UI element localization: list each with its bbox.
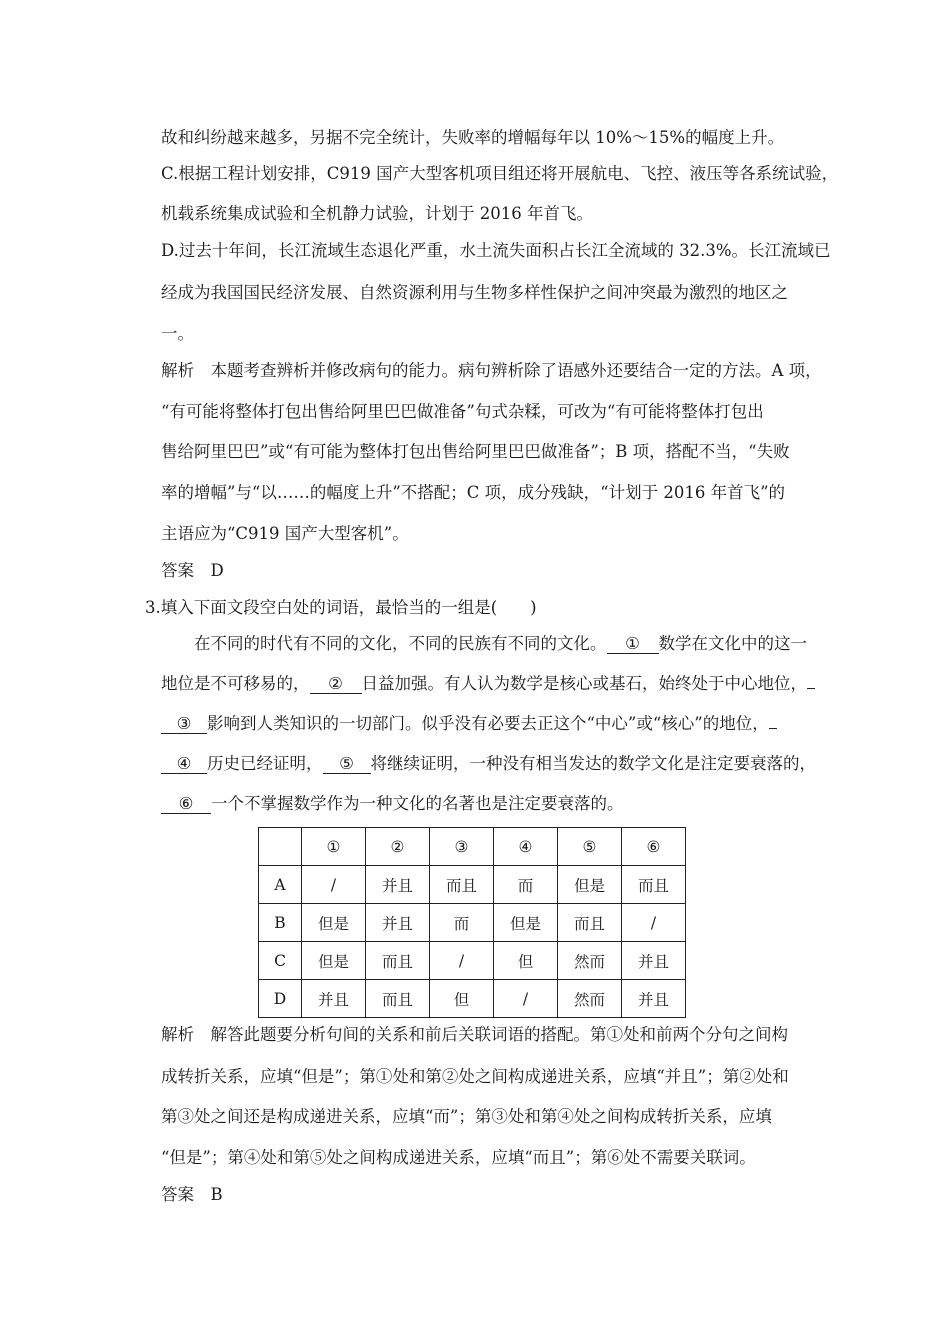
option-label-cell: B	[259, 904, 302, 942]
option-b-end: 故和纠纷越来越多，另据不完全统计，失败率的增幅每年以 10%～15%的幅度上升。	[161, 128, 785, 147]
blank-4: ④	[161, 755, 207, 774]
table-cell: 而且	[366, 980, 430, 1018]
table-header-cell: ②	[366, 828, 430, 866]
passage-text: 历史已经证明，	[207, 754, 323, 773]
passage-text: 地位是不可移易的，	[161, 674, 310, 693]
table-cell: 然而	[558, 980, 622, 1018]
table-cell: 而且	[558, 904, 622, 942]
table-header-cell	[259, 828, 302, 866]
passage-text: 在不同的时代有不同的文化，不同的民族有不同的文化。	[194, 634, 607, 653]
passage-text: 将继续证明，一种没有相当发达的数学文化是注定要衰落的，	[370, 754, 816, 773]
blank-3: ③	[161, 715, 207, 734]
table-cell: /	[494, 980, 558, 1018]
option-label-cell: A	[259, 866, 302, 904]
options-table	[258, 827, 686, 1018]
analysis-line: 第③处之间还是构成递进关系，应填“而”；第③处和第④处之间构成转折关系，应填	[161, 1107, 772, 1126]
blank-5: ⑤	[323, 755, 371, 774]
option-d-line: 经成为我国国民经济发展、自然资源利用与生物多样性保护之间冲突最为激烈的地区之	[161, 283, 788, 302]
passage-line	[161, 673, 815, 695]
passage-text: 数学在文化中的这一	[658, 634, 807, 653]
table-header-cell: ⑥	[622, 828, 686, 866]
passage-line	[194, 633, 807, 655]
analysis-line: 率的增幅”与“以……的幅度上升”不搭配；C 项，成分残缺，“计划于 2016 年首飞”的	[161, 483, 786, 502]
passage-text: 一个不掌握数学作为一种文化的名著也是注定要衰落的。	[211, 794, 624, 813]
analysis-line: “有可能将整体打包出售给阿里巴巴做准备”句式杂糅，可改为“有可能将整体打包出	[161, 402, 764, 421]
option-label-cell: C	[259, 942, 302, 980]
question-stem: 3.填入下面文段空白处的词语，最恰当的一组是( )	[145, 598, 537, 617]
table-cell: 但是	[494, 904, 558, 942]
analysis-line: 售给阿里巴巴”或“有可能为整体打包出售给阿里巴巴做准备”；B 项，搭配不当，“失败	[161, 442, 790, 461]
option-c-line: 机载系统集成试验和全机静力试验，计划于 2016 年首飞。	[161, 204, 593, 223]
table-cell: 而	[430, 904, 494, 942]
table-cell: 然而	[558, 942, 622, 980]
answer-line: 答案 D	[161, 561, 224, 580]
blank-2: ②	[310, 675, 362, 694]
table-cell: 而	[494, 866, 558, 904]
analysis-line: 成转折关系，应填“但是”；第①处和第②处之间构成递进关系，应填“并且”；第②处和	[161, 1067, 789, 1086]
table-cell: 并且	[366, 866, 430, 904]
table-row	[259, 866, 686, 904]
blank-6: ⑥	[161, 795, 211, 814]
passage-line	[161, 793, 624, 815]
option-c-line: C.根据工程计划安排，C919 国产大型客机项目组还将开展航电、飞控、液压等各系统试验，	[161, 164, 839, 183]
table-cell: 而且	[366, 942, 430, 980]
table-header-cell: ⑤	[558, 828, 622, 866]
table-header-cell: ④	[494, 828, 558, 866]
table-cell: 并且	[622, 980, 686, 1018]
passage-line	[161, 713, 777, 735]
table-header-row	[259, 828, 686, 866]
option-label-cell: D	[259, 980, 302, 1018]
analysis-line: “但是”；第④处和第⑤处之间构成递进关系，应填“而且”；第⑥处不需要关联词。	[161, 1148, 756, 1167]
blank-3-start	[807, 688, 815, 689]
table-cell: 但	[494, 942, 558, 980]
table-row	[259, 904, 686, 942]
analysis-line: 解析 本题考查辨析并修改病句的能力。病句辨析除了语感外还要结合一定的方法。A 项，	[161, 361, 822, 380]
analysis-line: 解析 解答此题要分析句间的关系和前后关联词语的搭配。第①处和前两个分句之间构	[161, 1025, 788, 1044]
table-header-cell: ③	[430, 828, 494, 866]
option-d-line: D.过去十年间，长江流域生态退化严重，水土流失面积占长江全流域的 32.3%。长江流域已	[161, 241, 831, 260]
analysis-line: 主语应为“C919 国产大型客机”。	[161, 524, 409, 543]
table-cell: 但是	[558, 866, 622, 904]
table-cell: 并且	[366, 904, 430, 942]
option-d-line: 一。	[161, 324, 194, 343]
passage-text: 日益加强。有人认为数学是核心或基石，始终处于中心地位，	[361, 674, 807, 693]
table-cell: /	[430, 942, 494, 980]
passage-text: 影响到人类知识的一切部门。似乎没有必要去正这个“中心”或“核心”的地位，	[207, 714, 769, 733]
table-cell: 但	[430, 980, 494, 1018]
blank-1: ①	[607, 635, 659, 654]
table-cell: 并且	[622, 942, 686, 980]
table-cell: 但是	[302, 904, 366, 942]
table-cell: 而且	[622, 866, 686, 904]
table-cell: 但是	[302, 942, 366, 980]
table-header-cell: ①	[302, 828, 366, 866]
blank-4-start	[769, 728, 777, 729]
table-cell: /	[302, 866, 366, 904]
table-cell: /	[622, 904, 686, 942]
table-row	[259, 942, 686, 980]
table-cell: 而且	[430, 866, 494, 904]
passage-line	[161, 753, 816, 775]
table-cell: 并且	[302, 980, 366, 1018]
answer-line: 答案 B	[161, 1185, 223, 1204]
table-row	[259, 980, 686, 1018]
